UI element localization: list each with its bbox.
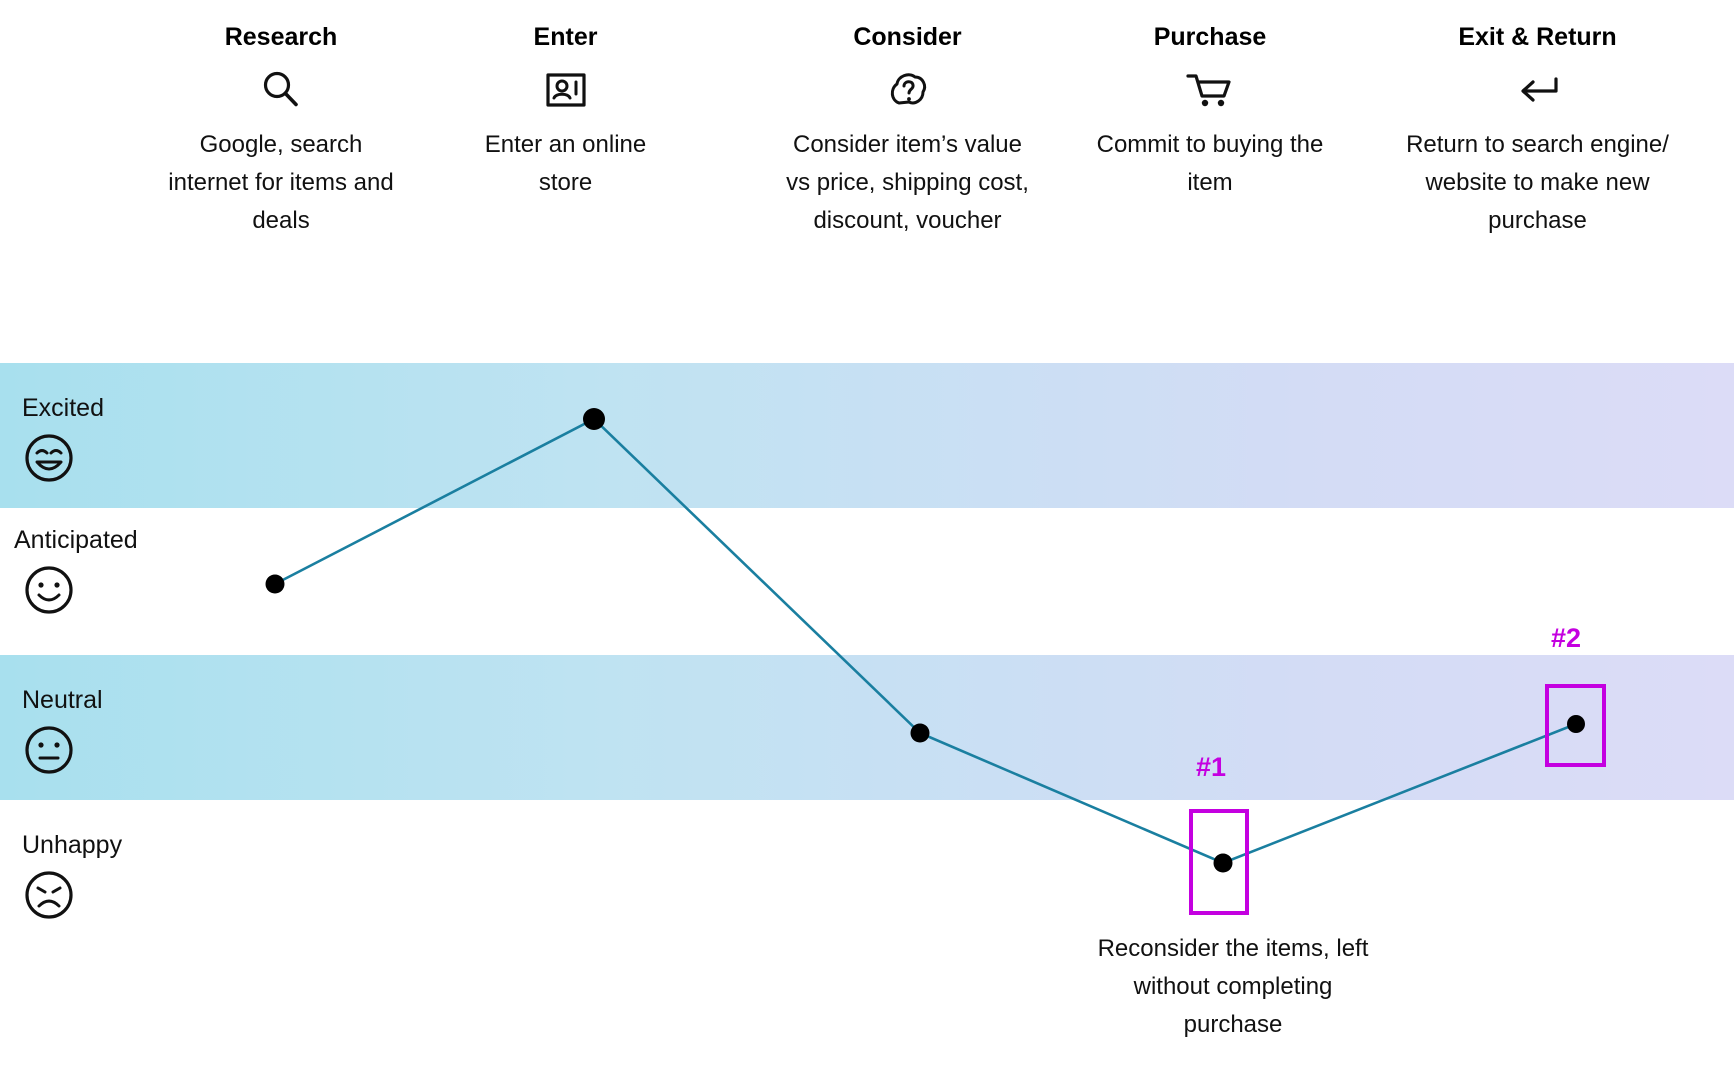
stage-description: Enter an online store <box>484 131 647 196</box>
emotion-label-anticipated <box>14 525 234 617</box>
stage-title: Research <box>224 23 338 51</box>
annotation-note-1: Reconsider the items, left without completing purchase <box>1097 935 1369 1038</box>
annotation-tag-2: #2 <box>1551 623 1582 653</box>
annotation-tag-1: #1 <box>1196 752 1227 782</box>
emotion-label-excited <box>22 393 242 485</box>
return-arrow-icon <box>1405 62 1670 118</box>
emotion-axis <box>0 0 260 1088</box>
stage-enter <box>458 22 673 202</box>
emotion-bands <box>0 363 1734 813</box>
sad-face-icon <box>22 868 242 922</box>
stage-description: Return to search engine/ website to make new purchase <box>1406 131 1669 234</box>
emotion-label-text: Unhappy <box>22 831 123 859</box>
stage-exit-return <box>1405 22 1670 240</box>
stage-description: Google, search internet for items and deals <box>168 131 394 234</box>
emotion-label-text: Excited <box>22 394 104 422</box>
journey-stage-header <box>0 0 1734 360</box>
journey-point-purchase <box>1214 854 1233 873</box>
stage-consider <box>780 22 1035 240</box>
smile-face-icon <box>22 563 234 617</box>
stage-description: Commit to buying the item <box>1096 131 1324 196</box>
emotion-label-text: Anticipated <box>14 526 138 554</box>
stage-title: Exit & Return <box>1458 23 1617 51</box>
id-card-icon <box>458 62 673 118</box>
stage-title: Enter <box>533 23 598 51</box>
neutral-face-icon <box>22 723 242 777</box>
emotion-label-neutral <box>22 685 242 777</box>
emotion-label-unhappy <box>22 830 242 922</box>
band-excited <box>0 363 1734 508</box>
shopping-cart-icon <box>1090 62 1330 118</box>
excited-face-icon <box>22 431 242 485</box>
question-thought-icon <box>780 62 1035 118</box>
band-neutral <box>0 655 1734 800</box>
stage-title: Purchase <box>1153 23 1267 51</box>
stage-purchase <box>1090 22 1330 202</box>
highlight-box-1 <box>1191 811 1247 913</box>
stage-description: Consider item’s value vs price, shipping cost, discount, voucher <box>786 131 1029 234</box>
stage-title: Consider <box>853 23 962 51</box>
emotion-label-text: Neutral <box>22 686 103 714</box>
